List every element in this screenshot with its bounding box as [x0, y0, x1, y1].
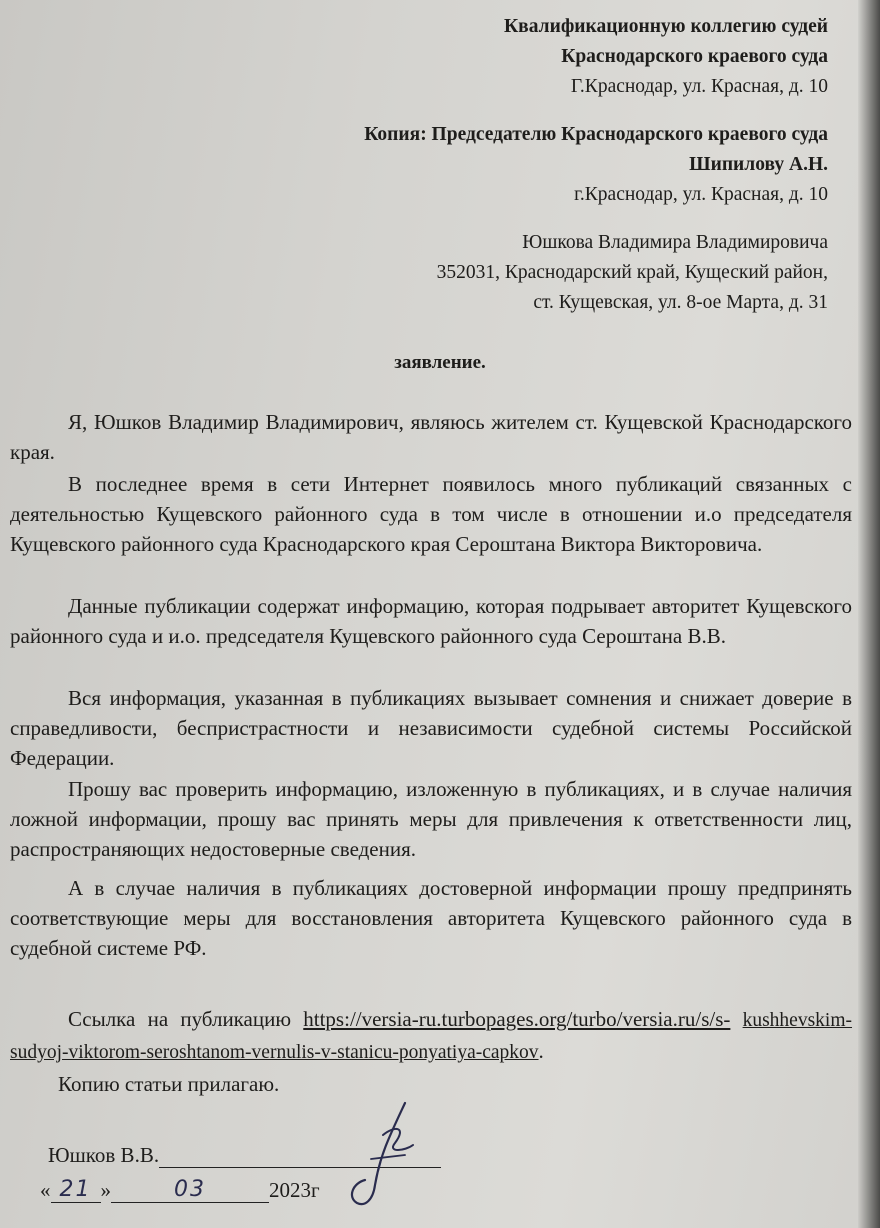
paragraph-1: Я, Юшков Владимир Владимирович, являюсь жителем ст. Кущевской Краснодарского края.	[10, 410, 852, 464]
photo-edge-shadow	[858, 0, 880, 1228]
copy-block	[364, 120, 828, 210]
publication-link-part-1[interactable]: https://versia-ru.turbopages.org/turbo/versia.ru/s/s-	[303, 1007, 731, 1031]
sender-line-3: ст. Кущевская, ул. 8-ое Марта, д. 31	[533, 292, 828, 313]
date-row: « 21 » 03 2023г	[40, 1177, 320, 1202]
paragraph-3: Данные публикации содержат информацию, которая подрывает авторитет Кущевского районного суда и и.о. председателя Кущевского районного суда Сероштана В.В.	[10, 594, 852, 648]
document-title: заявление.	[394, 352, 486, 373]
paragraph-5: Прошу вас проверить информацию, изложенную в публикациях, и в случае наличия ложной информации, прошу вас принять меры для привлечения к ответственности лиц, распространяющих недостоверные сведения.	[10, 777, 852, 861]
recipient-line-3: Г.Краснодар, ул. Красная, д. 10	[570, 76, 828, 97]
publication-link-part-2[interactable]: kushhevskim-sudyoj-viktorom-seroshtanom-vernulis-v-stanicu-ponyatiya-capkov	[10, 1010, 853, 1063]
link-paragraph: Ссылка на публикацию https://versia-ru.turbopages.org/turbo/versia.ru/s/s- kushhevskim-sudyoj-viktorom-seroshtanom-vernulis-v-stanicu-ponyatiya-capkov.	[10, 1007, 853, 1063]
sender-line-2: 352031, Краснодарский край, Кущеский район,	[436, 262, 828, 283]
copy-line-3: г.Краснодар, ул. Красная, д. 10	[574, 184, 828, 205]
copy-line-2: Шипилову А.Н.	[689, 154, 828, 175]
paragraph-2: В последнее время в сети Интернет появилось много публикаций связанных с деятельностью Кущевского районного суда в том числе в отношении и.о председателя Кущевского районного суда Краснодарского края Сероштана Виктора Викторовича.	[10, 472, 852, 556]
copy-line-1: Копия: Председателю Краснодарского краевого суда	[364, 124, 828, 145]
recipient-line-2: Краснодарского краевого суда	[561, 46, 828, 67]
paragraph-4: Вся информация, указанная в публикациях вызывает сомнения и снижает доверие в справедливости, беспристрастности и независимости судебной системы Российской Федерации.	[10, 686, 852, 770]
attachment-note: Копию статьи прилагаю.	[58, 1072, 280, 1096]
recipient-block	[504, 12, 828, 102]
sender-line-1: Юшкова Владимира Владимировича	[522, 232, 828, 253]
date-year: 2023г	[269, 1178, 320, 1202]
signer-name: Юшков В.В.	[48, 1143, 160, 1167]
recipient-line-1: Квалификационную коллегию судей	[504, 16, 828, 37]
sender-block	[437, 228, 828, 318]
handwritten-signature	[335, 1095, 425, 1210]
date-month: 03	[111, 1177, 269, 1203]
paragraph-6: А в случае наличия в публикациях достоверной информации прошу предпринять соответствующие меры для восстановления авторитета Кущевского районного суда в судебной системе РФ.	[10, 876, 852, 960]
link-prefix: Ссылка на публикацию	[68, 1007, 292, 1031]
date-day: 21	[51, 1177, 101, 1203]
